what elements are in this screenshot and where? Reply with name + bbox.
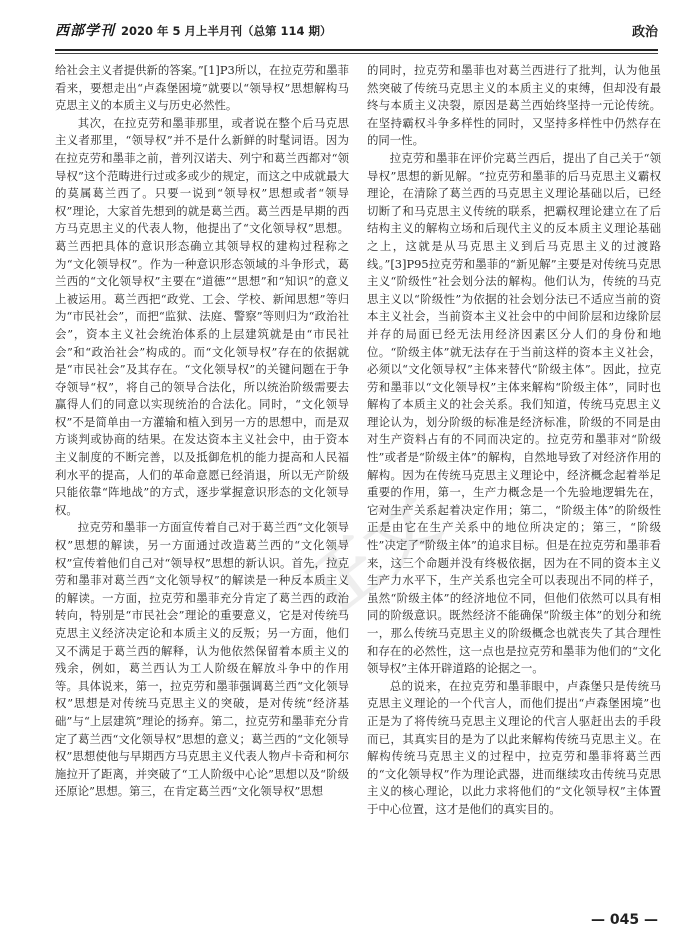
paragraph: 其次，在拉克劳和墨菲那里，或者说在整个后马克思主义者那里，“领导权”并不是什么新鲜的时髦词语。因为在拉克劳和墨菲之前，普列汉诺夫、列宁和葛兰西都对“领导权”这个范畴进行过或多或少的规定，而这之中成就最大的莫属葛兰西了。只要一说到“领导权”思想或者“领导权”理论，大家首先想到的就是葛兰西。葛兰西是早期的西方马克思主义的代表人物，他提出了“文化领导权”思想。葛兰西把具体的意识形态确立其领导权的建构过程称之为“文化领导权”。作为一种意识形态领域的斗争形式，葛兰西的“文化领导权”主要在“道德”“思想”和“知识”的意义上被运用。葛兰西把“政党、工会、学校、新闻思想”等归为“市民社会”，而把“监狱、法庭、警察”等则归为“政治社会”，资本主义社会统治体系的上层建筑就是由“市民社会”和“政治社会”构成的。而“文化领导权”存在的依据就是“市民社会”及其存在。“文化领导权”的关键问题在于争夺领导“权”，将自己的领导合法化，所以统治阶级需要去赢得人们的同意以实现统治的合法化。同时，“文化领导权”不是简单由一方灌输和植入到另一方的思想中，而是双方谈判或协商的结果。在发达资本主义社会中，由于资本主义制度的不断完善，以及抵御危机的能力提高和人民福利水平的提高，人们的革命意愿已经消退，所以无产阶级只能依靠“阵地战”的方式，逐步掌握意识形态的文化领导权。	[55, 115, 349, 517]
header-journal-info	[55, 20, 332, 40]
article-body	[55, 62, 661, 902]
watermark: 正文	[292, 478, 454, 630]
header-rule-thick	[55, 49, 658, 51]
right-column	[367, 62, 661, 902]
paragraph: 的同时，拉克劳和墨菲也对葛兰西进行了批判，认为他虽然突破了传统马克思主义的本质主义的束缚，但却没有最终与本质主义决裂，原因是葛兰西始终坚持一元论传统。在坚持霸权斗争多样性的同时，又坚持多样性中仍然存在的同一性。	[367, 63, 661, 148]
header-rule-thin	[55, 53, 658, 54]
issue-info: 2020 年 5 月上半月刊（总第 114 期）	[121, 24, 332, 38]
section-name: 政治	[631, 24, 658, 40]
paragraph: 拉克劳和墨菲一方面宣传着自己对于葛兰西“文化领导权”思想的解读，另一方面通过改造葛兰西的“文化领导权”宣传着他们自己对“领导权”思想的新认识。首先，拉克劳和墨菲对葛兰西“文化领导权”的解读是一种反本质主义的解读。一方面，拉克劳和墨菲充分肯定了葛兰西的政治转向，特别是“市民社会”理论的重要意义，它是对传统马克思主义经济决定论和本质主义的反叛；另一方面，他们又不满足于葛兰西的解释，认为他依然保留着本质主义的残余，例如，葛兰西认为工人阶级在解放斗争中的作用等。具体说来，第一，拉克劳和墨菲强调葛兰西“文化领导权”思想是对传统马克思主义的突破，是对传统“经济基础”与“上层建筑”理论的扬弃。第二，拉克劳和墨菲充分肯定了葛兰西“文化领导权”思想的意义；葛兰西的“文化领导权”思想使他与早期西方马克思主义代表人物卢卡奇和柯尔施拉开了距离，并突破了“工人阶级中心论”思想以及“阶级还原论”思想。第三，在肯定葛兰西“文化领导权”思想	[55, 520, 349, 799]
paragraph: 总的说来，在拉克劳和墨菲眼中，卢森堡只是传统马克思主义理论的一个代言人，而他们提出“卢森堡困境”也正是为了将传统马克思主义理论的代言人驱赶出去的手段而已，其真实目的是为了以此来解构传统马克思主义。在解构传统马克思主义的过程中，拉克劳和墨菲将葛兰西的“文化领导权”作为理论武器，进而继续攻击传统马克思主义的核心理论，以此力求将他们的“文化领导权”主体置于中心位置，这才是他们的真实目的。	[367, 678, 661, 816]
left-column	[55, 62, 349, 902]
paragraph: 拉克劳和墨菲在评价完葛兰西后，提出了自己关于“领导权”思想的新见解。“拉克劳和墨菲的后马克思主义霸权理论，在清除了葛兰西的马克思主义理论基础以后，已经切断了和马克思主义传统的联系，把霸权理论建立在了后结构主义的解构立场和后现代主义的反本质主义理论基础之上，这就是从马克思主义到后马克思主义的过渡路线。”[3]P95拉克劳和墨菲的“新见解”主要是对传统马克思主义“阶级性”社会划分法的解构。他们认为，传统的马克思主义以“阶级性”为依据的社会划分法已不适应当前的资本主义社会，当前资本主义社会中的中间阶层和边缘阶层并存的局面已经无法用经济因素区分人们的身份和地位。“阶级主体”就无法存在于当前这样的资本主义社会，必须以“文化领导权”主体来替代“阶级主体”。因此，拉克劳和墨菲以“文化领导权”主体来解构“阶级主体”，同时也解构了本质主义的社会关系。我们知道，传统马克思主义理论认为，划分阶级的标准是经济标准，阶级的不同是由对生产资料占有的不同而决定的。拉克劳和墨菲对“阶级性”或者是“阶级主体”的解构，自然地导致了对经济作用的解构。因为在传统马克思主义理论中，经济概念起着举足重要的作用，第一，生产力概念是一个先验地逻辑先在，它对生产关系起着决定作用；第二，“阶级主体”的阶级性正是由它在生产关系中的地位所决定的；第三，“阶级性”决定了“阶级主体”的追求目标。但是在拉克劳和墨菲看来，这三个命题并没有终极依据，因为在不同的资本主义生产力水平下，生产关系也完全可以表现出不同的样子，虽然“阶级主体”的经济地位不同，但他们依然可以具有相同的阶级意识。既然经济不能确保“阶级主体”的划分和统一，那么传统马克思主义的阶级概念也就丧失了其合理性和存在的必然性，这一点也是拉克劳和墨菲为他们的“文化领导权”主体开辟道路的论据之一。	[367, 150, 661, 676]
page-number: — 045 —	[591, 912, 658, 928]
page-header	[55, 12, 658, 48]
journal-logo: 西部学刊	[55, 23, 115, 39]
paragraph: 给社会主义者提供新的答案。”[1]P3所以，在拉克劳和墨菲看来，要想走出“卢森堡困境”就要以“领导权”思想解构马克思主义的本质主义与历史必然性。	[55, 63, 349, 113]
